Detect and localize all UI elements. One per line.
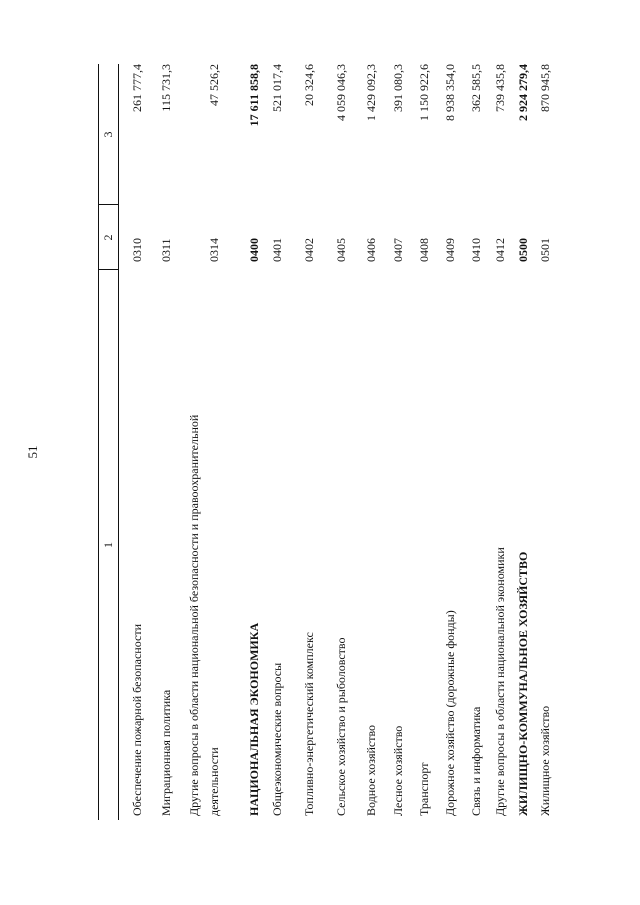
row-amount: 1 150 922,6 <box>417 64 431 121</box>
row-name: Лесное хозяйство <box>391 725 405 816</box>
row-code: 0408 <box>417 238 431 262</box>
header-col-1: 1 <box>101 542 115 548</box>
row-name: Связь и информатика <box>469 706 483 816</box>
row-name: Жилищное хозяйство <box>538 705 552 816</box>
header-bottom-rule <box>118 64 119 820</box>
row-amount: 8 938 354,0 <box>443 64 457 121</box>
row-code: 0406 <box>364 238 378 262</box>
row-amount: 2 924 279,4 <box>516 64 530 121</box>
row-amount: 521 017,4 <box>270 64 284 112</box>
row-name: Водное хозяйство <box>364 724 378 816</box>
header-col-2: 2 <box>101 234 115 241</box>
row-name: Сельское хозяйство и рыболовство <box>334 637 348 816</box>
row-code: 0400 <box>247 238 261 262</box>
row-code: 0405 <box>334 238 348 262</box>
row-name: Другие вопросы в области национальной безопасности и правоохранительной <box>187 414 201 816</box>
row-amount: 4 059 046,3 <box>334 64 348 121</box>
row-amount: 261 777,4 <box>130 64 144 112</box>
row-name: Миграционная политика <box>159 689 173 816</box>
row-name: НАЦИОНАЛЬНАЯ ЭКОНОМИКА <box>247 622 261 816</box>
row-name: Другие вопросы в области национальной экономики <box>493 547 507 816</box>
row-code: 0401 <box>270 238 284 262</box>
row-amount: 870 945,8 <box>538 64 552 112</box>
row-code: 0501 <box>538 238 552 262</box>
row-code: 0500 <box>516 238 530 262</box>
row-name: Дорожное хозяйство (дорожные фонды) <box>443 610 457 816</box>
row-name: Общеэкономические вопросы <box>270 662 284 816</box>
row-code: 0311 <box>159 238 173 262</box>
row-name: ЖИЛИЩНО-КОММУНАЛЬНОЕ ХОЗЯЙСТВО <box>516 551 530 816</box>
row-name: Обеспечение пожарной безопасности <box>130 623 144 816</box>
budget-table <box>62 64 552 820</box>
row-amount: 1 429 092,3 <box>364 64 378 121</box>
row-code: 0310 <box>130 238 144 262</box>
row-name: Транспорт <box>417 762 431 816</box>
row-code: 0412 <box>493 238 507 262</box>
row-code: 0407 <box>391 238 405 262</box>
row-code: 0314 <box>207 238 221 262</box>
row-code: 0409 <box>443 238 457 262</box>
row-code: 0410 <box>469 238 483 262</box>
row-amount: 115 731,3 <box>159 64 173 112</box>
row-amount: 391 080,3 <box>391 64 405 112</box>
row-amount: 362 585,5 <box>469 64 483 112</box>
row-name: Топливно-энергетический комплекс <box>302 632 316 816</box>
row-amount: 47 526,2 <box>207 64 221 106</box>
page-number: 51 <box>25 445 40 459</box>
row-amount: 20 324,6 <box>302 64 316 106</box>
header-col-3: 3 <box>101 131 115 138</box>
row-name-continued: деятельности <box>207 747 221 816</box>
row-amount: 739 435,8 <box>493 64 507 112</box>
row-amount: 17 611 858,8 <box>247 64 261 127</box>
row-code: 0402 <box>302 238 316 262</box>
